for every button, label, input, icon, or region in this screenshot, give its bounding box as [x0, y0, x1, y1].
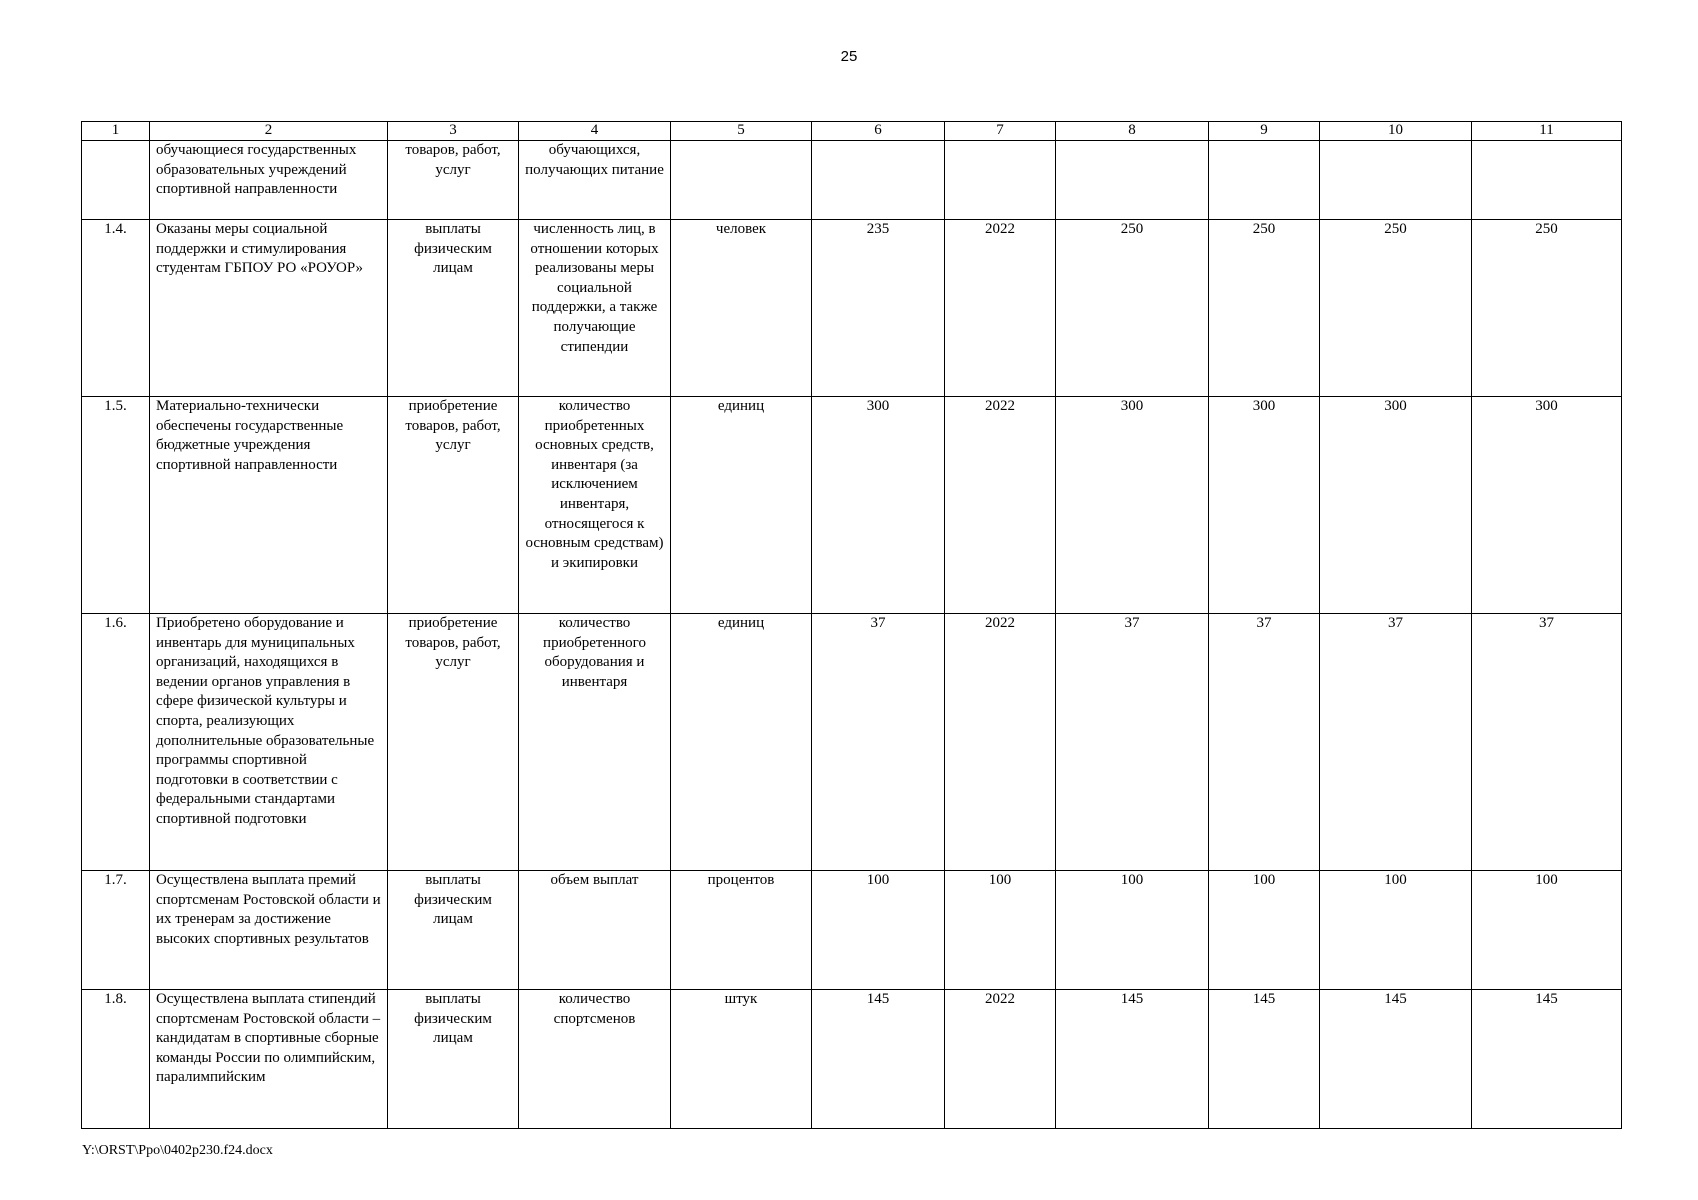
cell-value-11: 100 — [1472, 871, 1622, 990]
cell-type: товаров, работ, услуг — [388, 141, 519, 220]
cell-value-11 — [1472, 141, 1622, 220]
cell-value-9: 300 — [1209, 397, 1320, 614]
cell-value-9: 100 — [1209, 871, 1320, 990]
cell-indicator: обучающихся, получающих питание — [519, 141, 671, 220]
cell-base-value: 145 — [812, 990, 945, 1129]
cell-value-11: 37 — [1472, 614, 1622, 871]
cell-value-8: 100 — [1056, 871, 1209, 990]
cell-result: Оказаны меры социальной поддержки и стимулирования студентам ГБПОУ РО «РОУОР» — [150, 220, 388, 397]
header-col-1: 1 — [82, 122, 150, 141]
cell-base-year: 2022 — [945, 220, 1056, 397]
footer-file-path: Y:\ORST\Ppo\0402p230.f24.docx — [82, 1143, 273, 1158]
cell-base-value: 300 — [812, 397, 945, 614]
table-row — [82, 614, 1622, 871]
cell-base-value: 100 — [812, 871, 945, 990]
cell-unit: единиц — [671, 397, 812, 614]
cell-type: приобретение товаров, работ, услуг — [388, 397, 519, 614]
cell-value-9: 250 — [1209, 220, 1320, 397]
cell-unit: единиц — [671, 614, 812, 871]
header-col-8: 8 — [1056, 122, 1209, 141]
cell-type: приобретение товаров, работ, услуг — [388, 614, 519, 871]
cell-num: 1.5. — [82, 397, 150, 614]
table-row — [82, 220, 1622, 397]
cell-result: Осуществлена выплата стипендий спортсменам Ростовской области – кандидатам в спортивные сборные команды России по олимпийским, паралимпийским — [150, 990, 388, 1129]
cell-unit: человек — [671, 220, 812, 397]
cell-value-10: 37 — [1320, 614, 1472, 871]
cell-indicator: количество приобретенных основных средств, инвентаря (за исключением инвентаря, относящегося к основным средствам) и экипировки — [519, 397, 671, 614]
cell-unit: штук — [671, 990, 812, 1129]
header-col-5: 5 — [671, 122, 812, 141]
cell-base-year: 2022 — [945, 397, 1056, 614]
cell-result: Осуществлена выплата премий спортсменам Ростовской области и их тренерам за достижение высоких спортивных результатов — [150, 871, 388, 990]
cell-base-year: 2022 — [945, 990, 1056, 1129]
cell-result: Материально-технически обеспечены государственные бюджетные учреждения спортивной направленности — [150, 397, 388, 614]
cell-value-9: 145 — [1209, 990, 1320, 1129]
cell-num: 1.8. — [82, 990, 150, 1129]
table-row — [82, 871, 1622, 990]
cell-value-8: 300 — [1056, 397, 1209, 614]
cell-base-year: 100 — [945, 871, 1056, 990]
cell-indicator: численность лиц, в отношении которых реализованы меры социальной поддержки, а также получающие стипендии — [519, 220, 671, 397]
cell-indicator: количество спортсменов — [519, 990, 671, 1129]
cell-value-10: 250 — [1320, 220, 1472, 397]
table-row — [82, 397, 1622, 614]
header-col-7: 7 — [945, 122, 1056, 141]
cell-value-8 — [1056, 141, 1209, 220]
cell-type: выплаты физическим лицам — [388, 220, 519, 397]
cell-base-value — [812, 141, 945, 220]
cell-num: 1.4. — [82, 220, 150, 397]
cell-num: 1.7. — [82, 871, 150, 990]
cell-value-9 — [1209, 141, 1320, 220]
table-row-continuation — [82, 141, 1622, 220]
header-col-4: 4 — [519, 122, 671, 141]
cell-indicator: объем выплат — [519, 871, 671, 990]
cell-value-10 — [1320, 141, 1472, 220]
header-col-3: 3 — [388, 122, 519, 141]
cell-value-11: 145 — [1472, 990, 1622, 1129]
cell-unit — [671, 141, 812, 220]
cell-type: выплаты физическим лицам — [388, 990, 519, 1129]
cell-result: Приобретено оборудование и инвентарь для муниципальных организаций, находящихся в ведении органов управления в сфере физической культуры и спорта, реализующих дополнительные образовательные программы спортивной подготовки в соответствии с федеральными стандартами спортивной подготовки — [150, 614, 388, 871]
cell-value-11: 250 — [1472, 220, 1622, 397]
cell-value-10: 100 — [1320, 871, 1472, 990]
indicators-table — [81, 121, 1622, 1129]
header-col-9: 9 — [1209, 122, 1320, 141]
cell-value-8: 145 — [1056, 990, 1209, 1129]
cell-type: выплаты физическим лицам — [388, 871, 519, 990]
page-number: 25 — [840, 48, 858, 65]
header-col-6: 6 — [812, 122, 945, 141]
cell-unit: процентов — [671, 871, 812, 990]
header-col-2: 2 — [150, 122, 388, 141]
cell-value-10: 145 — [1320, 990, 1472, 1129]
cell-num: 1.6. — [82, 614, 150, 871]
cell-base-year: 2022 — [945, 614, 1056, 871]
cell-value-10: 300 — [1320, 397, 1472, 614]
cell-value-9: 37 — [1209, 614, 1320, 871]
table-row — [82, 990, 1622, 1129]
header-row — [82, 122, 1622, 141]
cell-base-value: 235 — [812, 220, 945, 397]
cell-value-11: 300 — [1472, 397, 1622, 614]
cell-num — [82, 141, 150, 220]
cell-value-8: 37 — [1056, 614, 1209, 871]
cell-value-8: 250 — [1056, 220, 1209, 397]
cell-result: обучающиеся государственных образовательных учреждений спортивной направленности — [150, 141, 388, 220]
cell-indicator: количество приобретенного оборудования и инвентаря — [519, 614, 671, 871]
cell-base-value: 37 — [812, 614, 945, 871]
cell-base-year — [945, 141, 1056, 220]
header-col-11: 11 — [1472, 122, 1622, 141]
header-col-10: 10 — [1320, 122, 1472, 141]
